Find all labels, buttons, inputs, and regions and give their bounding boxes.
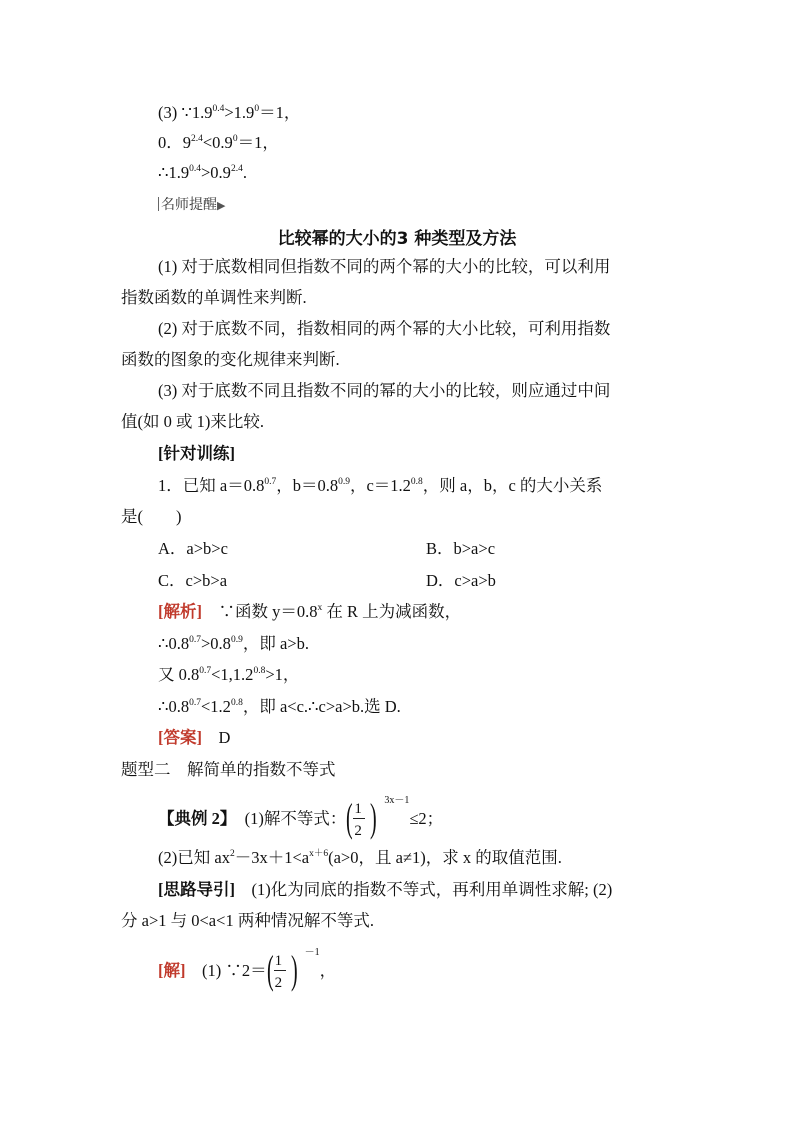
guide-tag: [思路导引] [158, 880, 235, 899]
type-2-heading: 题型二 解简单的指数不等式 [121, 760, 336, 779]
option-b: B．b>a>c [426, 539, 496, 558]
method-3-line-b: 值(如 0 或 1)来比较. [121, 412, 264, 431]
example-2-line-2: (2)已知 $ax^2-3x+1<a^{x+6}(a>0$，且 a≠1)，求 x 的取值范围. [158, 848, 562, 867]
method-2-line-a: (2) 对于底数不同，指数相同的两个幂的大小比较，可利用指数 [158, 319, 611, 338]
fraction-one-half-solution: ( 1 2 ) [266, 947, 298, 992]
tip-bar-icon [158, 197, 159, 211]
method-3-line-a: (3) 对于底数不同且指数不同的幂的大小的比较，则应通过中间 [158, 381, 611, 400]
fraction-one-half: ( 1 2 ) [346, 795, 378, 840]
training-heading: [针对训练] [158, 444, 235, 463]
example-2-line-1: 【典例 2】 (1)解不等式： ( 1 2 ) $^{3x-1}$≤2； [158, 795, 444, 840]
solution-line-1: [解] (1) ∵2＝ ( 1 2 ) $^{-1}$， [158, 947, 337, 992]
analysis-line-3: 又 $0.8^{0.7}<1,1.2^{0.8}>1$， [158, 665, 300, 684]
answer-line [158, 727, 230, 749]
analysis-line-2: $\therefore 0.8^{0.7}>0.8^{0.9}$，即 a>b. [158, 634, 309, 653]
section-title: 比较幂的大小的3 种类型及方法 [277, 229, 517, 249]
option-d: D．c>a>b [426, 571, 496, 590]
example-2-tag: 【典例 2】 [158, 808, 229, 828]
guide-line-2: 分 a>1 与 0<a<1 两种情况解不等式. [121, 911, 374, 930]
method-2-line-b: 函数的图象的变化规律来判断. [121, 350, 340, 369]
triangle-right-icon: ▶ [217, 199, 226, 212]
answer-tag: [答案] [158, 728, 202, 747]
analysis-line-4: $\therefore 0.8^{0.7}<1.2^{0.8}$，即 a<c.∴c>a>b.选 D. [158, 697, 401, 716]
line-2: 0．$9^{2.4}<0.9^0=1$， [158, 133, 279, 152]
question-1: 1．已知 $a=0.8^{0.7}$，$b=0.8^{0.9}$，$c=1.2^{0.8}$，则 a，b，c 的大小关系 [158, 476, 603, 495]
guide-line-1: [思路导引] (1)化为同底的指数不等式，再利用单调性求解; (2) [158, 880, 613, 899]
method-1-line-b: 指数函数的单调性来判断. [121, 288, 307, 307]
question-1-cont: 是( ) [121, 507, 182, 526]
teacher-tip-label: 名师提醒▶ [158, 194, 225, 214]
line-3: $\therefore 1.9^{0.4}>0.9^{2.4}$. [158, 163, 247, 182]
analysis-line-1: [解析] ∵函数 $y=0.8^x$ 在 R 上为减函数， [158, 602, 462, 621]
analysis-tag: [解析] [158, 602, 202, 621]
option-c: C．c>b>a [158, 571, 228, 590]
solution-tag: [解] [158, 960, 186, 980]
line-1: (3) $\because 1.9^{0.4}>1.9^0=1$， [158, 103, 301, 122]
option-a: A．a>b>c [158, 539, 228, 558]
answer-value: D [218, 728, 231, 747]
method-1-line-a: (1) 对于底数相同但指数不同的两个幂的大小的比较，可以利用 [158, 257, 611, 276]
